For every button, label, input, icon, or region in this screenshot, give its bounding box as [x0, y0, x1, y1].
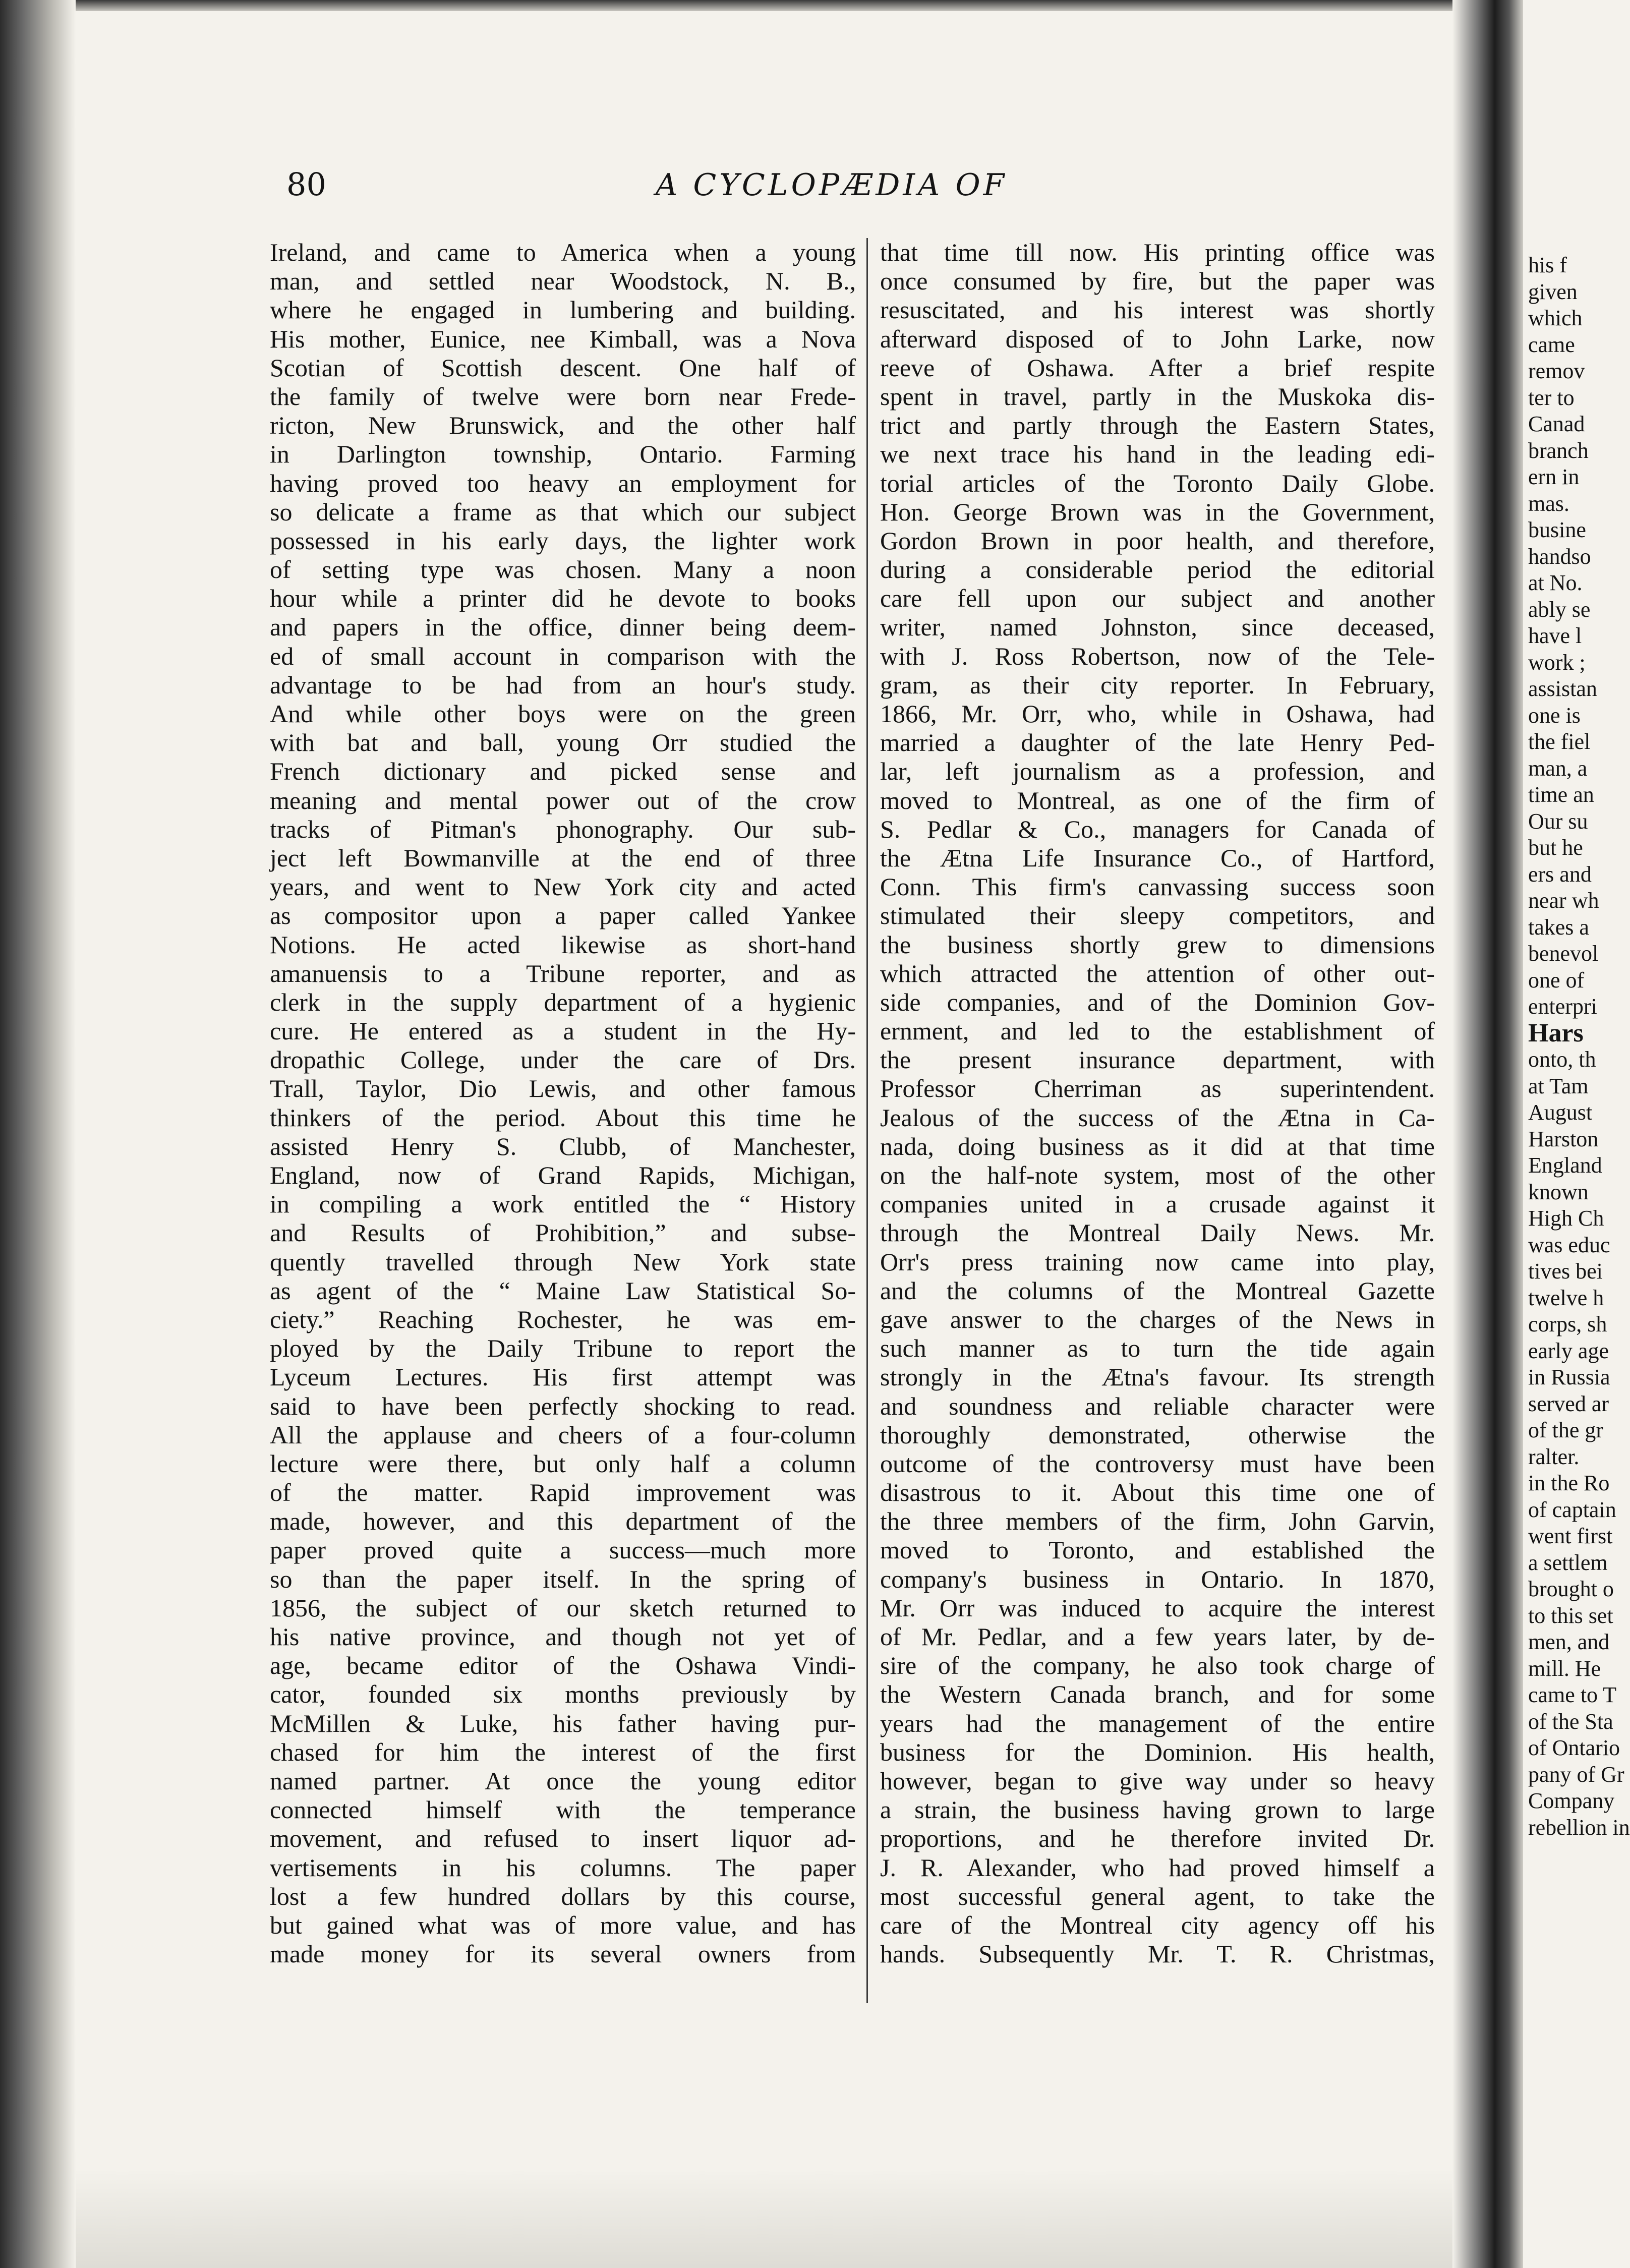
text-line: the present insurance department, with	[880, 1045, 1435, 1074]
text-line: at Tam	[1528, 1073, 1589, 1098]
text-line: Lyceum Lectures. His first attempt was	[270, 1363, 856, 1391]
text-line: England	[1528, 1153, 1602, 1178]
text-line: chased for him the interest of the first	[270, 1737, 856, 1766]
text-line: Jealous of the success of the Ætna in Ca-	[880, 1103, 1435, 1132]
text-line: clerk in the supply department of a hygienic	[270, 987, 856, 1016]
text-line: ject left Bowmanville at the end of three	[270, 843, 856, 872]
text-line: near wh	[1528, 888, 1599, 913]
text-line: onto, th	[1528, 1047, 1596, 1072]
text-line: sire of the company, he also took charge of	[880, 1651, 1435, 1680]
text-line: through the Montreal Daily News. Mr.	[880, 1218, 1435, 1247]
text-line: married a daughter of the late Henry Ped-	[880, 728, 1435, 757]
text-line: disastrous to it. About this time one of	[880, 1478, 1435, 1507]
text-line: came to T	[1528, 1682, 1617, 1707]
text-line: ployed by the Daily Tribune to report the	[270, 1334, 856, 1363]
text-line: of captain	[1528, 1497, 1616, 1522]
text-line: once consumed by fire, but the paper was	[880, 267, 1435, 296]
page-top-edge	[76, 0, 1458, 11]
text-line: with bat and ball, young Orr studied the	[270, 728, 856, 757]
text-line: hands. Subsequently Mr. T. R. Christmas,	[880, 1940, 1435, 1968]
text-line: takes a	[1528, 914, 1589, 940]
text-line: of setting type was chosen. Many a noon	[270, 555, 856, 584]
text-line: in Russia	[1528, 1365, 1610, 1389]
text-line: went first	[1528, 1524, 1613, 1548]
text-line: care fell upon our subject and another	[880, 584, 1435, 613]
text-line: but he	[1528, 835, 1583, 860]
text-line: tives bei	[1528, 1259, 1603, 1284]
text-line: vertisements in his columns. The paper	[270, 1853, 856, 1882]
text-line: a settlem	[1528, 1550, 1608, 1575]
text-line: time an	[1528, 782, 1594, 807]
text-line: however, began to give way under so heavy	[880, 1766, 1435, 1795]
left-text-column	[270, 238, 856, 1968]
text-line: Harston	[1528, 1126, 1599, 1151]
text-line: age, became editor of the Oshawa Vindi-	[270, 1651, 856, 1680]
page-bottom-discoloration	[76, 2169, 1452, 2268]
text-line: in Darlington township, Ontario. Farming	[270, 440, 856, 469]
text-line: reeve of Oshawa. After a brief respite	[880, 353, 1435, 382]
text-line: meaning and mental power out of the crow	[270, 786, 856, 815]
text-line: connected himself with the temperance	[270, 1795, 856, 1824]
text-line: His mother, Eunice, nee Kimball, was a Nova	[270, 324, 856, 353]
text-line: ernment, and led to the establishment of	[880, 1017, 1435, 1045]
text-line: remov	[1528, 359, 1585, 383]
text-line: came	[1528, 332, 1575, 357]
text-line: tracks of Pitman's phonography. Our sub-	[270, 815, 856, 843]
text-line: writer, named Johnston, since deceased,	[880, 613, 1435, 642]
text-line: lost a few hundred dollars by this course,	[270, 1882, 856, 1910]
text-line: but gained what was of more value, and has	[270, 1910, 856, 1939]
text-line: ably se	[1528, 597, 1591, 622]
text-line: where he engaged in lumbering and building.	[270, 296, 856, 324]
text-line: McMillen & Luke, his father having pur-	[270, 1709, 856, 1737]
text-line: and the columns of the Montreal Gazette	[880, 1276, 1435, 1305]
text-line: the three members of the firm, John Garvin,	[880, 1507, 1435, 1536]
text-line: All the applause and cheers of a four-column	[270, 1420, 856, 1449]
text-line: stimulated their sleepy competitors, and	[880, 901, 1435, 930]
text-line: Hars	[1528, 1018, 1584, 1048]
text-line: the family of twelve were born near Frede-	[270, 382, 856, 411]
text-line: years, and went to New York city and acted	[270, 873, 856, 901]
text-line: trict and partly through the Eastern States,	[880, 411, 1435, 440]
text-line: outcome of the controversy must have been	[880, 1449, 1435, 1478]
text-line: cator, founded six months previously by	[270, 1680, 856, 1709]
facing-page-gutter-shadow	[1452, 0, 1523, 2268]
text-line: of Mr. Pedlar, and a few years later, by de-	[880, 1622, 1435, 1651]
text-line: paper proved quite a success—much more	[270, 1536, 856, 1564]
text-line: enterpri	[1528, 994, 1597, 1019]
text-line: strongly in the Ætna's favour. Its strength	[880, 1363, 1435, 1391]
text-line: busine	[1528, 517, 1586, 542]
text-line: hour while a printer did he devote to books	[270, 584, 856, 613]
text-line: moved to Toronto, and established the	[880, 1536, 1435, 1564]
text-line: have l	[1528, 623, 1582, 648]
text-line: we next trace his hand in the leading edi-	[880, 440, 1435, 469]
text-line: Hon. George Brown was in the Government,	[880, 497, 1435, 526]
text-line: a strain, the business having grown to large	[880, 1795, 1435, 1824]
text-line: advantage to be had from an hour's study.	[270, 670, 856, 699]
text-line: in compiling a work entitled the “ History	[270, 1190, 856, 1218]
text-line: known	[1528, 1179, 1589, 1204]
text-line: gram, as their city reporter. In February,	[880, 670, 1435, 699]
text-line: at No.	[1528, 570, 1583, 595]
text-line: Our su	[1528, 808, 1588, 834]
text-line: 1856, the subject of our sketch returned to	[270, 1593, 856, 1622]
text-line: amanuensis to a Tribune reporter, and as	[270, 959, 856, 987]
text-line: Canad	[1528, 412, 1585, 436]
text-line: companies united in a crusade against it	[880, 1190, 1435, 1218]
text-line: resuscitated, and his interest was shortly	[880, 296, 1435, 324]
text-line: made, however, and this department of the	[270, 1507, 856, 1536]
text-line: Orr's press training now came into play,	[880, 1247, 1435, 1276]
text-line: 1866, Mr. Orr, who, while in Oshawa, had	[880, 700, 1435, 728]
text-line: twelve h	[1528, 1285, 1604, 1310]
text-line: made money for its several owners from	[270, 1940, 856, 1968]
text-line: as compositor upon a paper called Yankee	[270, 901, 856, 930]
text-line: cure. He entered as a student in the Hy-	[270, 1017, 856, 1045]
text-line: Mr. Orr was induced to acquire the interest	[880, 1593, 1435, 1622]
text-line: Company	[1528, 1788, 1615, 1813]
text-line: most successful general agent, to take the	[880, 1882, 1435, 1910]
text-line: care of the Montreal city agency off his	[880, 1910, 1435, 1939]
text-line: man, and settled near Woodstock, N. B.,	[270, 267, 856, 296]
text-line: which attracted the attention of other out-	[880, 959, 1435, 987]
text-line: the fiel	[1528, 729, 1591, 754]
text-line: England, now of Grand Rapids, Michigan,	[270, 1161, 856, 1189]
text-line: during a considerable period the editorial	[880, 555, 1435, 584]
text-line: so delicate a frame as that which our subject	[270, 497, 856, 526]
text-line: ers and	[1528, 861, 1592, 887]
text-line: ter to	[1528, 385, 1575, 410]
text-line: which	[1528, 306, 1583, 330]
text-line: moved to Montreal, as one of the firm of	[880, 786, 1435, 815]
text-line: Notions. He acted likewise as short-hand	[270, 930, 856, 959]
text-line: thoroughly demonstrated, otherwise the	[880, 1420, 1435, 1449]
text-line: one of	[1528, 967, 1585, 993]
binding-gutter-shadow	[0, 0, 76, 2268]
text-line: his native province, and though not yet of	[270, 1622, 856, 1651]
text-line: mill. He	[1528, 1656, 1601, 1681]
text-line: assisted Henry S. Clubb, of Manchester,	[270, 1132, 856, 1160]
text-line: spent in travel, partly in the Muskoka dis-	[880, 382, 1435, 411]
text-line: Professor Cherriman as superintendent.	[880, 1074, 1435, 1103]
text-line: with J. Ross Robertson, now of the Tele-	[880, 642, 1435, 670]
text-line: given	[1528, 279, 1578, 304]
text-line: benevol	[1528, 941, 1599, 966]
text-line: assistan	[1528, 676, 1597, 701]
text-line: work ;	[1528, 650, 1586, 675]
text-line: named partner. At once the young editor	[270, 1766, 856, 1795]
text-line: S. Pedlar & Co., managers for Canada of	[880, 815, 1435, 843]
text-line: his f	[1528, 253, 1567, 277]
text-line: years had the management of the entire	[880, 1709, 1435, 1737]
text-line: thinkers of the period. About this time he	[270, 1103, 856, 1132]
text-line: August	[1528, 1100, 1593, 1125]
text-line: Scotian of Scottish descent. One half of	[270, 353, 856, 382]
text-line: the business shortly grew to dimensions	[880, 930, 1435, 959]
text-line: and Results of Prohibition,” and subse-	[270, 1218, 856, 1247]
text-line: quently travelled through New York state	[270, 1247, 856, 1276]
text-line: French dictionary and picked sense and	[270, 757, 856, 786]
text-line: early age	[1528, 1338, 1609, 1363]
text-line: and papers in the office, dinner being deem-	[270, 613, 856, 642]
text-line: ern in	[1528, 464, 1580, 489]
text-line: afterward disposed of to John Larke, now	[880, 324, 1435, 353]
text-line: men, and	[1528, 1630, 1610, 1654]
text-line: corps, sh	[1528, 1312, 1607, 1336]
text-line: mas.	[1528, 491, 1569, 516]
text-line: in the Ro	[1528, 1471, 1610, 1495]
text-line: pany of Gr	[1528, 1762, 1624, 1787]
text-line: handso	[1528, 544, 1591, 569]
text-line: on the half-note system, most of the other	[880, 1161, 1435, 1189]
text-line: said to have been perfectly shocking to read.	[270, 1391, 856, 1420]
text-line: Conn. This firm's canvassing success soon	[880, 873, 1435, 901]
text-line: High Ch	[1528, 1206, 1604, 1231]
text-line: ricton, New Brunswick, and the other half	[270, 411, 856, 440]
text-line: so than the paper itself. In the spring of	[270, 1564, 856, 1593]
text-line: as agent of the “ Maine Law Statistical So-	[270, 1276, 856, 1305]
text-line: having proved too heavy an employment for	[270, 469, 856, 497]
text-line: the Western Canada branch, and for some	[880, 1680, 1435, 1709]
text-line: movement, and refused to insert liquor ad-	[270, 1824, 856, 1853]
text-line: one is	[1528, 703, 1581, 728]
column-rule	[866, 238, 868, 2003]
text-line: gave answer to the charges of the News in	[880, 1305, 1435, 1333]
text-line: ralter.	[1528, 1444, 1580, 1469]
middle-text-column	[880, 238, 1435, 1968]
text-line: proportions, and he therefore invited Dr.	[880, 1824, 1435, 1853]
text-line: branch	[1528, 438, 1589, 463]
text-line: business for the Dominion. His health,	[880, 1737, 1435, 1766]
text-line: J. R. Alexander, who had proved himself a	[880, 1853, 1435, 1882]
text-line: served ar	[1528, 1391, 1609, 1416]
text-line: Gordon Brown in poor health, and therefore,	[880, 526, 1435, 555]
text-line: of the gr	[1528, 1418, 1604, 1442]
text-line: man, a	[1528, 755, 1588, 781]
text-line: was educ	[1528, 1232, 1610, 1257]
text-line: company's business in Ontario. In 1870,	[880, 1564, 1435, 1593]
text-line: of the matter. Rapid improvement was	[270, 1478, 856, 1507]
facing-page-cropped-column	[1528, 252, 1630, 1841]
text-line: ciety.” Reaching Rochester, he was em-	[270, 1305, 856, 1333]
text-line: of Ontario	[1528, 1735, 1620, 1760]
text-line: side companies, and of the Dominion Gov-	[880, 987, 1435, 1016]
text-line: to this set	[1528, 1603, 1613, 1628]
text-line: lecture were there, but only half a column	[270, 1449, 856, 1478]
running-head: A CYCLOPÆDIA OF	[656, 167, 1008, 203]
text-line: that time till now. His printing office was	[880, 238, 1435, 266]
text-line: And while other boys were on the green	[270, 700, 856, 728]
text-line: torial articles of the Toronto Daily Globe.	[880, 469, 1435, 497]
text-line: Trall, Taylor, Dio Lewis, and other famous	[270, 1074, 856, 1103]
text-line: brought o	[1528, 1577, 1614, 1601]
text-line: ed of small account in comparison with the	[270, 642, 856, 670]
text-line: possessed in his early days, the lighter work	[270, 526, 856, 555]
text-line: and soundness and reliable character were	[880, 1391, 1435, 1420]
page-number: 80	[286, 166, 326, 203]
text-line: lar, left journalism as a profession, and	[880, 757, 1435, 786]
text-line: Ireland, and came to America when a young	[270, 238, 856, 266]
text-line: dropathic College, under the care of Drs.	[270, 1045, 856, 1074]
text-line: the Ætna Life Insurance Co., of Hartford,	[880, 843, 1435, 872]
text-line: such manner as to turn the tide again	[880, 1334, 1435, 1363]
text-line: of the Sta	[1528, 1709, 1613, 1734]
text-line: rebellion in	[1528, 1815, 1630, 1840]
text-line: nada, doing business as it did at that time	[880, 1132, 1435, 1160]
